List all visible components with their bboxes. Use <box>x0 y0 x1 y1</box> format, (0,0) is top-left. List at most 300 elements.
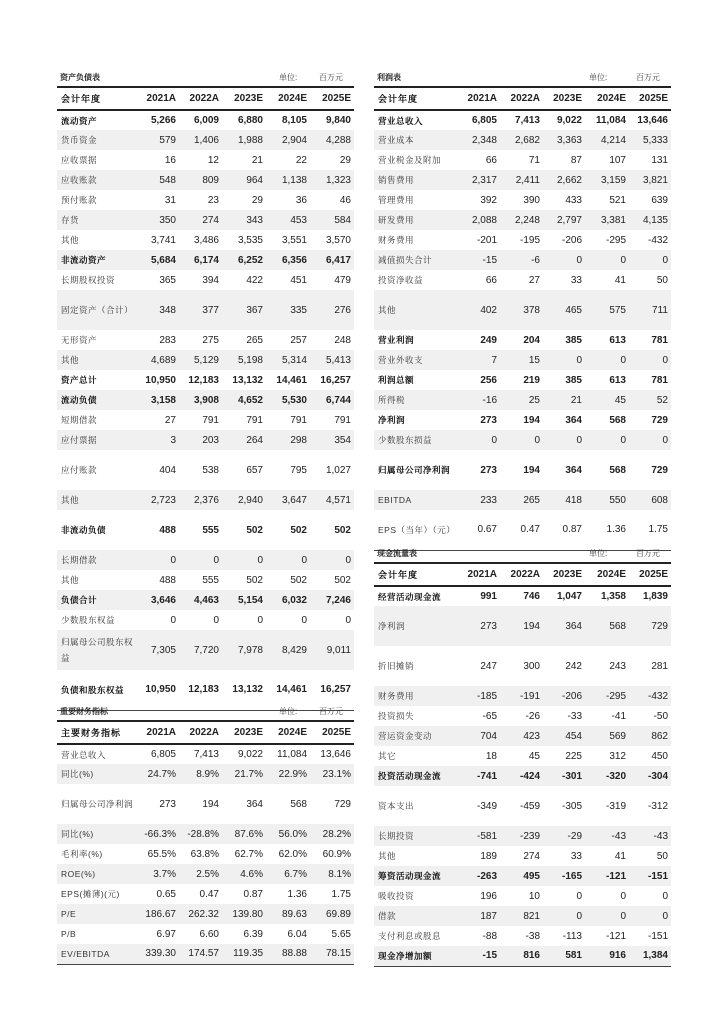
row-value: 364 <box>565 414 582 426</box>
balance-sheet-title-bar <box>57 68 354 86</box>
row-value: 69.89 <box>310 904 354 924</box>
row-value: 33 <box>570 274 582 286</box>
table-row <box>57 330 354 350</box>
row-value: -239 <box>500 826 543 846</box>
table-row <box>57 844 354 864</box>
row-value: -33 <box>567 710 582 722</box>
row-value: -424 <box>500 766 543 786</box>
row-value: 10,950 <box>145 374 176 386</box>
table-row <box>374 250 671 270</box>
row-value: 0 <box>629 250 671 270</box>
table-row <box>57 130 354 150</box>
row-value: -206 <box>543 686 585 706</box>
row-value: -206 <box>561 234 582 246</box>
row-label: 营业成本 <box>374 130 456 150</box>
row-value: 29 <box>339 154 351 166</box>
row-value: 33 <box>570 850 582 862</box>
row-value: 465 <box>543 290 585 330</box>
row-value: 298 <box>266 430 310 450</box>
row-value: -151 <box>629 866 671 886</box>
row-value: 6.39 <box>243 928 263 940</box>
table-header-row <box>57 87 354 110</box>
row-value: 781 <box>651 334 668 346</box>
row-value: 0 <box>629 430 671 450</box>
row-value: 8.9% <box>179 764 222 784</box>
row-value: 6,356 <box>266 250 310 270</box>
row-value: 354 <box>310 430 354 450</box>
row-label: 非流动资产 <box>57 250 135 270</box>
row-value: 0 <box>585 250 629 270</box>
table-row <box>57 764 354 784</box>
row-value: 23 <box>207 194 219 206</box>
row-value: 5,266 <box>150 115 176 126</box>
table-row <box>57 410 354 430</box>
unit-value: 百万元 <box>636 73 660 82</box>
row-label: 其他 <box>57 350 135 370</box>
row-value: 521 <box>609 194 626 206</box>
row-value: 9,840 <box>325 115 351 126</box>
row-value: 6,417 <box>310 250 354 270</box>
row-value: 1,027 <box>325 464 351 476</box>
row-value: 203 <box>179 430 222 450</box>
row-value: 0 <box>135 550 179 570</box>
table-header-row <box>374 87 671 110</box>
row-value: 16 <box>164 154 176 166</box>
row-value: 10,950 <box>135 670 179 710</box>
unit-value: 百万元 <box>319 73 343 82</box>
row-label: 利润总额 <box>378 375 415 385</box>
balance-sheet-panel <box>57 68 354 711</box>
row-value: 454 <box>543 726 585 746</box>
row-value: 613 <box>609 334 626 346</box>
table-row <box>374 946 671 966</box>
table-row <box>374 686 671 706</box>
row-value: 7,720 <box>179 630 222 670</box>
row-value: -201 <box>476 234 497 246</box>
row-value: 568 <box>585 606 629 646</box>
row-value: 62.7% <box>234 848 263 860</box>
row-value: -15 <box>456 250 500 270</box>
row-value: 3,486 <box>193 234 219 246</box>
row-value: 555 <box>202 574 219 586</box>
table-row <box>374 230 671 250</box>
row-value: 568 <box>609 414 626 426</box>
table-row <box>57 884 354 904</box>
row-value: 2,682 <box>500 130 543 150</box>
table-row <box>374 926 671 946</box>
table-row <box>57 210 354 230</box>
row-value: 16,257 <box>310 670 354 710</box>
row-value: -151 <box>647 930 668 942</box>
table-row <box>374 846 671 866</box>
row-value: 364 <box>543 606 585 646</box>
row-label: 投资损失 <box>378 711 415 721</box>
year-header: 2025E <box>629 563 671 586</box>
row-value: 568 <box>290 798 307 810</box>
row-label: 营业税金及附加 <box>378 155 442 165</box>
row-value: 7,413 <box>193 749 219 760</box>
row-value: 204 <box>523 334 540 346</box>
row-value: -16 <box>456 390 500 410</box>
row-value: 9,022 <box>237 749 263 760</box>
row-value: 27 <box>164 414 176 426</box>
table-row <box>57 744 354 764</box>
table-row <box>57 924 354 944</box>
row-value: 3,647 <box>266 490 310 510</box>
row-label: 其他 <box>378 851 397 861</box>
row-value: 816 <box>500 946 543 966</box>
row-value: 2,904 <box>266 130 310 150</box>
row-value: 1,138 <box>266 170 310 190</box>
table-row <box>57 150 354 170</box>
table-row <box>374 410 671 430</box>
row-value: -191 <box>500 686 543 706</box>
row-label: 财务费用 <box>374 686 456 706</box>
row-value: 5.65 <box>331 928 351 940</box>
row-value: 9,022 <box>556 115 582 126</box>
row-value: 0 <box>629 906 671 926</box>
row-value: 0 <box>310 550 354 570</box>
table-row <box>374 390 671 410</box>
row-label: 长期股权投资 <box>61 275 116 285</box>
row-value: 502 <box>334 574 351 586</box>
row-value: 131 <box>651 154 668 166</box>
row-value: 5,530 <box>266 390 310 410</box>
row-value: 1,047 <box>556 591 582 602</box>
row-value: 575 <box>585 290 629 330</box>
row-value: 502 <box>334 524 351 536</box>
row-value: 196 <box>480 890 497 902</box>
year-header: 2023E <box>543 563 585 586</box>
year-header: 2023E <box>222 87 266 110</box>
row-value: 3 <box>135 430 179 450</box>
row-value: -29 <box>543 826 585 846</box>
table-row <box>57 170 354 190</box>
table-row <box>374 906 671 926</box>
row-value: 283 <box>159 334 176 346</box>
row-value: 4,652 <box>222 390 266 410</box>
row-value: 65.5% <box>147 848 176 860</box>
row-value: 66 <box>485 274 497 286</box>
table-row <box>57 490 354 510</box>
row-value: 0 <box>222 550 266 570</box>
row-value: 29 <box>251 194 263 206</box>
financial-metrics-title: 重要财务指标 <box>60 707 108 716</box>
row-value: 0.47 <box>500 510 543 550</box>
row-value: 378 <box>500 290 543 330</box>
row-value: -304 <box>629 766 671 786</box>
table-row <box>57 230 354 250</box>
table-header-row <box>374 563 671 586</box>
row-value: 41 <box>614 850 626 862</box>
row-value: 52 <box>629 390 671 410</box>
row-value: 365 <box>159 274 176 286</box>
unit-value: 百万元 <box>636 549 660 558</box>
row-value: 0 <box>629 350 671 370</box>
row-value: 71 <box>528 154 540 166</box>
row-value: 0 <box>662 890 668 902</box>
header-label: 主要财务指标 <box>57 721 135 744</box>
row-value: 550 <box>585 490 629 510</box>
row-value: 66 <box>485 154 497 166</box>
row-label: 其他 <box>374 290 456 330</box>
row-value: 350 <box>135 210 179 230</box>
row-label: 流动资产 <box>61 115 98 126</box>
row-value: 2,940 <box>222 490 266 510</box>
row-value: 450 <box>651 750 668 762</box>
table-row <box>374 586 671 606</box>
year-header: 2024E <box>266 721 310 744</box>
row-label: 借款 <box>374 906 456 926</box>
row-value: 257 <box>290 334 307 346</box>
year-header: 2022A <box>179 721 222 744</box>
row-value: 187 <box>456 906 500 926</box>
table-row <box>374 430 671 450</box>
row-value: 23.1% <box>310 764 354 784</box>
row-value: 451 <box>290 274 307 286</box>
table-row <box>374 330 671 350</box>
table-row <box>374 706 671 726</box>
row-value: 194 <box>202 798 219 810</box>
row-value: 0 <box>585 430 629 450</box>
row-value: 488 <box>159 574 176 586</box>
row-label: ROE(%) <box>57 864 135 884</box>
row-label: 应收票据 <box>61 155 98 165</box>
row-label: 短期借款 <box>61 415 98 425</box>
row-value: 502 <box>246 524 263 536</box>
row-value: 18 <box>485 750 497 762</box>
row-value: 364 <box>246 798 263 810</box>
row-label: 营业外收支 <box>374 350 456 370</box>
row-value: 46 <box>339 194 351 206</box>
row-value: 9,011 <box>310 630 354 670</box>
row-value: 0 <box>266 550 310 570</box>
row-value: -38 <box>525 930 540 942</box>
row-value: 0 <box>456 430 500 450</box>
year-header: 2022A <box>179 87 222 110</box>
row-value: 256 <box>480 374 497 386</box>
row-value: 0 <box>543 250 585 270</box>
row-value: 248 <box>334 334 351 346</box>
row-label: 资产总计 <box>61 375 98 385</box>
row-value: 6,805 <box>471 115 497 126</box>
row-label: 研发费用 <box>374 210 456 230</box>
table-row <box>374 726 671 746</box>
row-value: 6,009 <box>193 115 219 126</box>
year-header: 2025E <box>310 87 354 110</box>
unit-value: 百万元 <box>319 707 343 716</box>
row-value: -113 <box>562 930 582 942</box>
year-header: 2021A <box>135 721 179 744</box>
row-label: 经营活动现金流 <box>378 591 442 602</box>
row-value: 22 <box>295 154 307 166</box>
row-value: 423 <box>500 726 543 746</box>
row-value: 14,461 <box>266 670 310 710</box>
row-label: 销售费用 <box>374 170 456 190</box>
row-value: 3.7% <box>135 864 179 884</box>
row-value: 265 <box>246 334 263 346</box>
table-row <box>374 766 671 786</box>
row-label: 其他 <box>61 575 80 585</box>
row-label: 归属母公司股东权益 <box>57 630 135 670</box>
row-value: 5,129 <box>179 350 222 370</box>
row-value: 394 <box>202 274 219 286</box>
row-value: 0 <box>213 614 219 626</box>
row-label: 应付票据 <box>57 430 135 450</box>
row-value: -15 <box>456 946 500 966</box>
row-value: -66.3% <box>135 824 179 844</box>
header-label: 会计年度 <box>374 87 456 110</box>
row-label: 非流动负债 <box>61 525 107 535</box>
row-value: 262.32 <box>179 904 222 924</box>
row-value: 6,880 <box>237 115 263 126</box>
row-label: 预付账款 <box>61 195 98 205</box>
row-value: 0 <box>170 614 176 626</box>
row-label: 吸收投资 <box>378 891 415 901</box>
row-value: 821 <box>500 906 543 926</box>
row-value: 3,158 <box>135 390 179 410</box>
table-row <box>374 170 671 190</box>
table-row <box>57 270 354 290</box>
row-value: 273 <box>159 798 176 810</box>
row-value: 1,839 <box>642 591 668 602</box>
row-label: 营业利润 <box>378 335 415 345</box>
row-value: 273 <box>480 414 497 426</box>
table-row <box>57 610 354 630</box>
income-statement-title-bar <box>374 68 671 86</box>
row-value: 219 <box>523 374 540 386</box>
row-value: -312 <box>647 800 668 812</box>
row-label: P/B <box>61 929 77 939</box>
row-label: 货币资金 <box>57 130 135 150</box>
row-value: 6.97 <box>156 928 176 940</box>
row-value: 10 <box>528 890 540 902</box>
row-value: 3,551 <box>281 234 307 246</box>
row-value: 791 <box>246 414 263 426</box>
row-value: 273 <box>456 606 500 646</box>
row-label: 投资活动现金流 <box>374 766 456 786</box>
row-value: 1.75 <box>629 510 671 550</box>
row-value: 194 <box>500 606 543 646</box>
row-value: -43 <box>629 826 671 846</box>
row-label: 所得税 <box>374 390 456 410</box>
row-value: 22.9% <box>266 764 310 784</box>
row-value: 390 <box>523 194 540 206</box>
financial-metrics-title-bar <box>57 702 354 720</box>
row-value: 704 <box>456 726 500 746</box>
row-label: 少数股东权益 <box>61 615 116 625</box>
row-value: 555 <box>202 524 219 536</box>
row-value: -349 <box>476 800 497 812</box>
row-value: 0.67 <box>456 510 500 550</box>
row-label: 固定资产（合计） <box>57 290 135 330</box>
row-value: 88.88 <box>266 944 310 964</box>
row-value: 0 <box>576 890 582 902</box>
row-value: 6.60 <box>199 928 219 940</box>
table-row <box>57 390 354 410</box>
table-row <box>57 370 354 390</box>
row-value: 275 <box>202 334 219 346</box>
row-label: 毛利率(%) <box>61 849 103 859</box>
row-value: 339.30 <box>135 944 179 964</box>
year-header: 2025E <box>629 87 671 110</box>
table-row <box>57 430 354 450</box>
row-value: -319 <box>605 800 626 812</box>
table-row <box>374 826 671 846</box>
row-value: 3,159 <box>585 170 629 190</box>
row-value: 862 <box>629 726 671 746</box>
row-value: 4,571 <box>310 490 354 510</box>
row-value: 392 <box>480 194 497 206</box>
cash-flow-title: 现金流量表 <box>377 549 417 558</box>
table-row <box>57 510 354 550</box>
row-value: 247 <box>480 660 497 672</box>
row-value: 6,744 <box>310 390 354 410</box>
row-value: 14,461 <box>276 374 307 386</box>
table-row <box>374 110 671 130</box>
row-value: 479 <box>334 274 351 286</box>
cash-flow-title-bar <box>374 544 671 562</box>
row-value: 348 <box>135 290 179 330</box>
row-value: 6.04 <box>287 928 307 940</box>
row-value: 746 <box>523 591 540 602</box>
row-value: 0.87 <box>243 888 263 900</box>
row-value: 0 <box>500 430 543 450</box>
row-value: 8,105 <box>281 115 307 126</box>
row-value: 1.36 <box>585 510 629 550</box>
row-label: EPS（当年）（元） <box>374 510 456 550</box>
row-value: 13,646 <box>637 115 668 126</box>
year-header: 2024E <box>266 87 310 110</box>
row-value: 568 <box>609 464 626 476</box>
row-value: 13,132 <box>232 374 263 386</box>
row-value: 729 <box>334 798 351 810</box>
row-label: EBITDA <box>374 490 456 510</box>
row-value: -295 <box>605 234 626 246</box>
row-value: 1.36 <box>287 888 307 900</box>
row-value: 502 <box>290 524 307 536</box>
row-value: 6,174 <box>179 250 222 270</box>
table-row <box>374 786 671 826</box>
row-label: 少数股东损益 <box>374 430 456 450</box>
row-value: 0.87 <box>543 510 585 550</box>
table-row <box>57 630 354 670</box>
year-header: 2023E <box>543 87 585 110</box>
row-label: 应付账款 <box>61 465 98 475</box>
row-value: 0 <box>543 430 585 450</box>
row-value: -263 <box>456 866 500 886</box>
row-value: -301 <box>543 766 585 786</box>
row-value: 2,723 <box>135 490 179 510</box>
row-value: 186.67 <box>135 904 179 924</box>
row-value: 28.2% <box>310 824 354 844</box>
row-label: 其他 <box>57 490 135 510</box>
row-value: 795 <box>290 464 307 476</box>
row-value: -26 <box>525 710 540 722</box>
row-value: 8.1% <box>310 864 354 884</box>
unit-label: 单位: <box>589 549 608 558</box>
row-value: 1,358 <box>600 591 626 602</box>
row-value: 13,132 <box>222 670 266 710</box>
year-header: 2021A <box>456 87 500 110</box>
row-label: 营业总收入 <box>61 749 107 760</box>
table-row <box>57 944 354 964</box>
row-label: 净利润 <box>378 415 406 425</box>
row-value: 6,252 <box>222 250 266 270</box>
row-value: 4,288 <box>310 130 354 150</box>
row-label: P/E <box>57 904 135 924</box>
row-label: EPS(摊薄)(元) <box>61 889 120 899</box>
